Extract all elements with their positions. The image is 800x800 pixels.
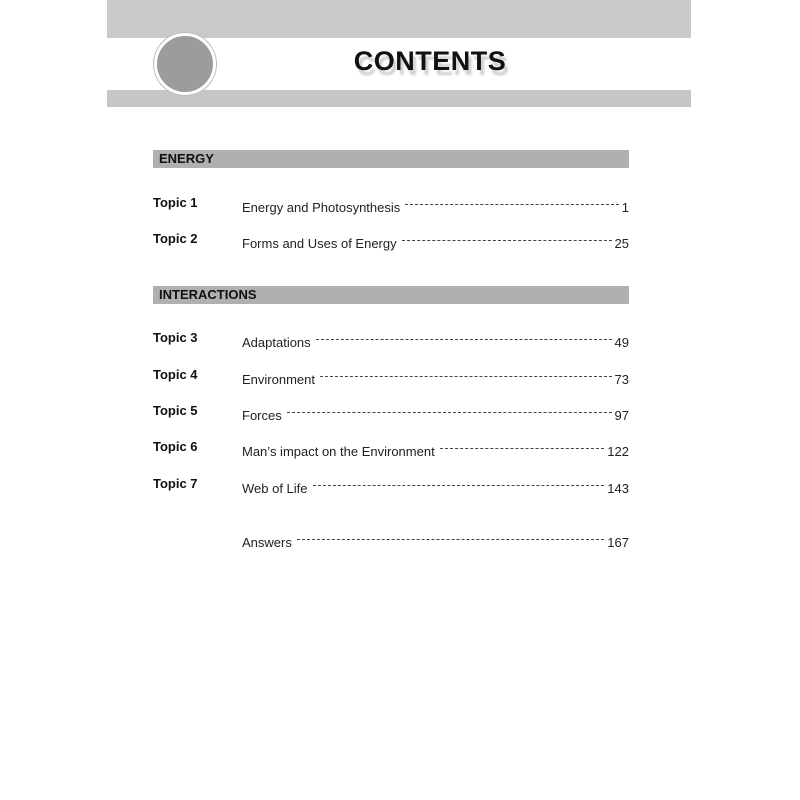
toc-entry-answers[interactable] bbox=[153, 529, 629, 550]
section-heading-interactions: INTERACTIONS bbox=[153, 286, 629, 304]
toc-entry[interactable] bbox=[153, 402, 629, 423]
page-number: 73 bbox=[614, 372, 629, 387]
entry-title: Web of Life bbox=[242, 481, 308, 496]
dot-leader bbox=[402, 230, 612, 248]
toc-entry[interactable] bbox=[153, 366, 629, 387]
topic-label: Topic 3 bbox=[153, 330, 198, 345]
dot-leader bbox=[440, 438, 605, 456]
dot-leader bbox=[313, 475, 605, 493]
page-number: 25 bbox=[614, 236, 629, 251]
page-title: CONTENTS bbox=[353, 46, 507, 76]
dot-leader bbox=[320, 366, 612, 384]
page-number: 122 bbox=[607, 444, 629, 459]
entry-title: Energy and Photosynthesis bbox=[242, 200, 401, 215]
topic-label: Topic 2 bbox=[153, 231, 198, 246]
topic-label: Topic 4 bbox=[153, 367, 198, 382]
page-number: 1 bbox=[621, 200, 629, 215]
toc-entry[interactable] bbox=[153, 438, 629, 459]
entry-title: Man’s impact on the Environment bbox=[242, 444, 435, 459]
dot-leader bbox=[297, 529, 604, 547]
page-number: 97 bbox=[614, 408, 629, 423]
topic-label: Topic 5 bbox=[153, 403, 198, 418]
toc-entry[interactable] bbox=[153, 230, 629, 251]
topic-label: Topic 1 bbox=[153, 195, 198, 210]
page-number: 143 bbox=[607, 481, 629, 496]
header-band bbox=[107, 0, 691, 38]
decorative-circle bbox=[154, 33, 216, 95]
entry-title: Forces bbox=[242, 408, 282, 423]
entry-title: Forms and Uses of Energy bbox=[242, 236, 397, 251]
document-page bbox=[107, 0, 691, 800]
toc-entry[interactable] bbox=[153, 329, 629, 350]
dot-leader bbox=[405, 194, 618, 212]
toc-entry[interactable] bbox=[153, 475, 629, 496]
topic-label: Topic 6 bbox=[153, 439, 198, 454]
page-number: 49 bbox=[614, 335, 629, 350]
toc-entry[interactable] bbox=[153, 194, 629, 215]
section-heading-energy: ENERGY bbox=[153, 150, 629, 168]
entry-title: Environment bbox=[242, 372, 315, 387]
entry-title: Adaptations bbox=[242, 335, 311, 350]
topic-label: Topic 7 bbox=[153, 476, 198, 491]
dot-leader bbox=[316, 329, 612, 347]
entry-title: Answers bbox=[242, 535, 292, 550]
dot-leader bbox=[287, 402, 612, 420]
page-number: 167 bbox=[607, 535, 629, 550]
